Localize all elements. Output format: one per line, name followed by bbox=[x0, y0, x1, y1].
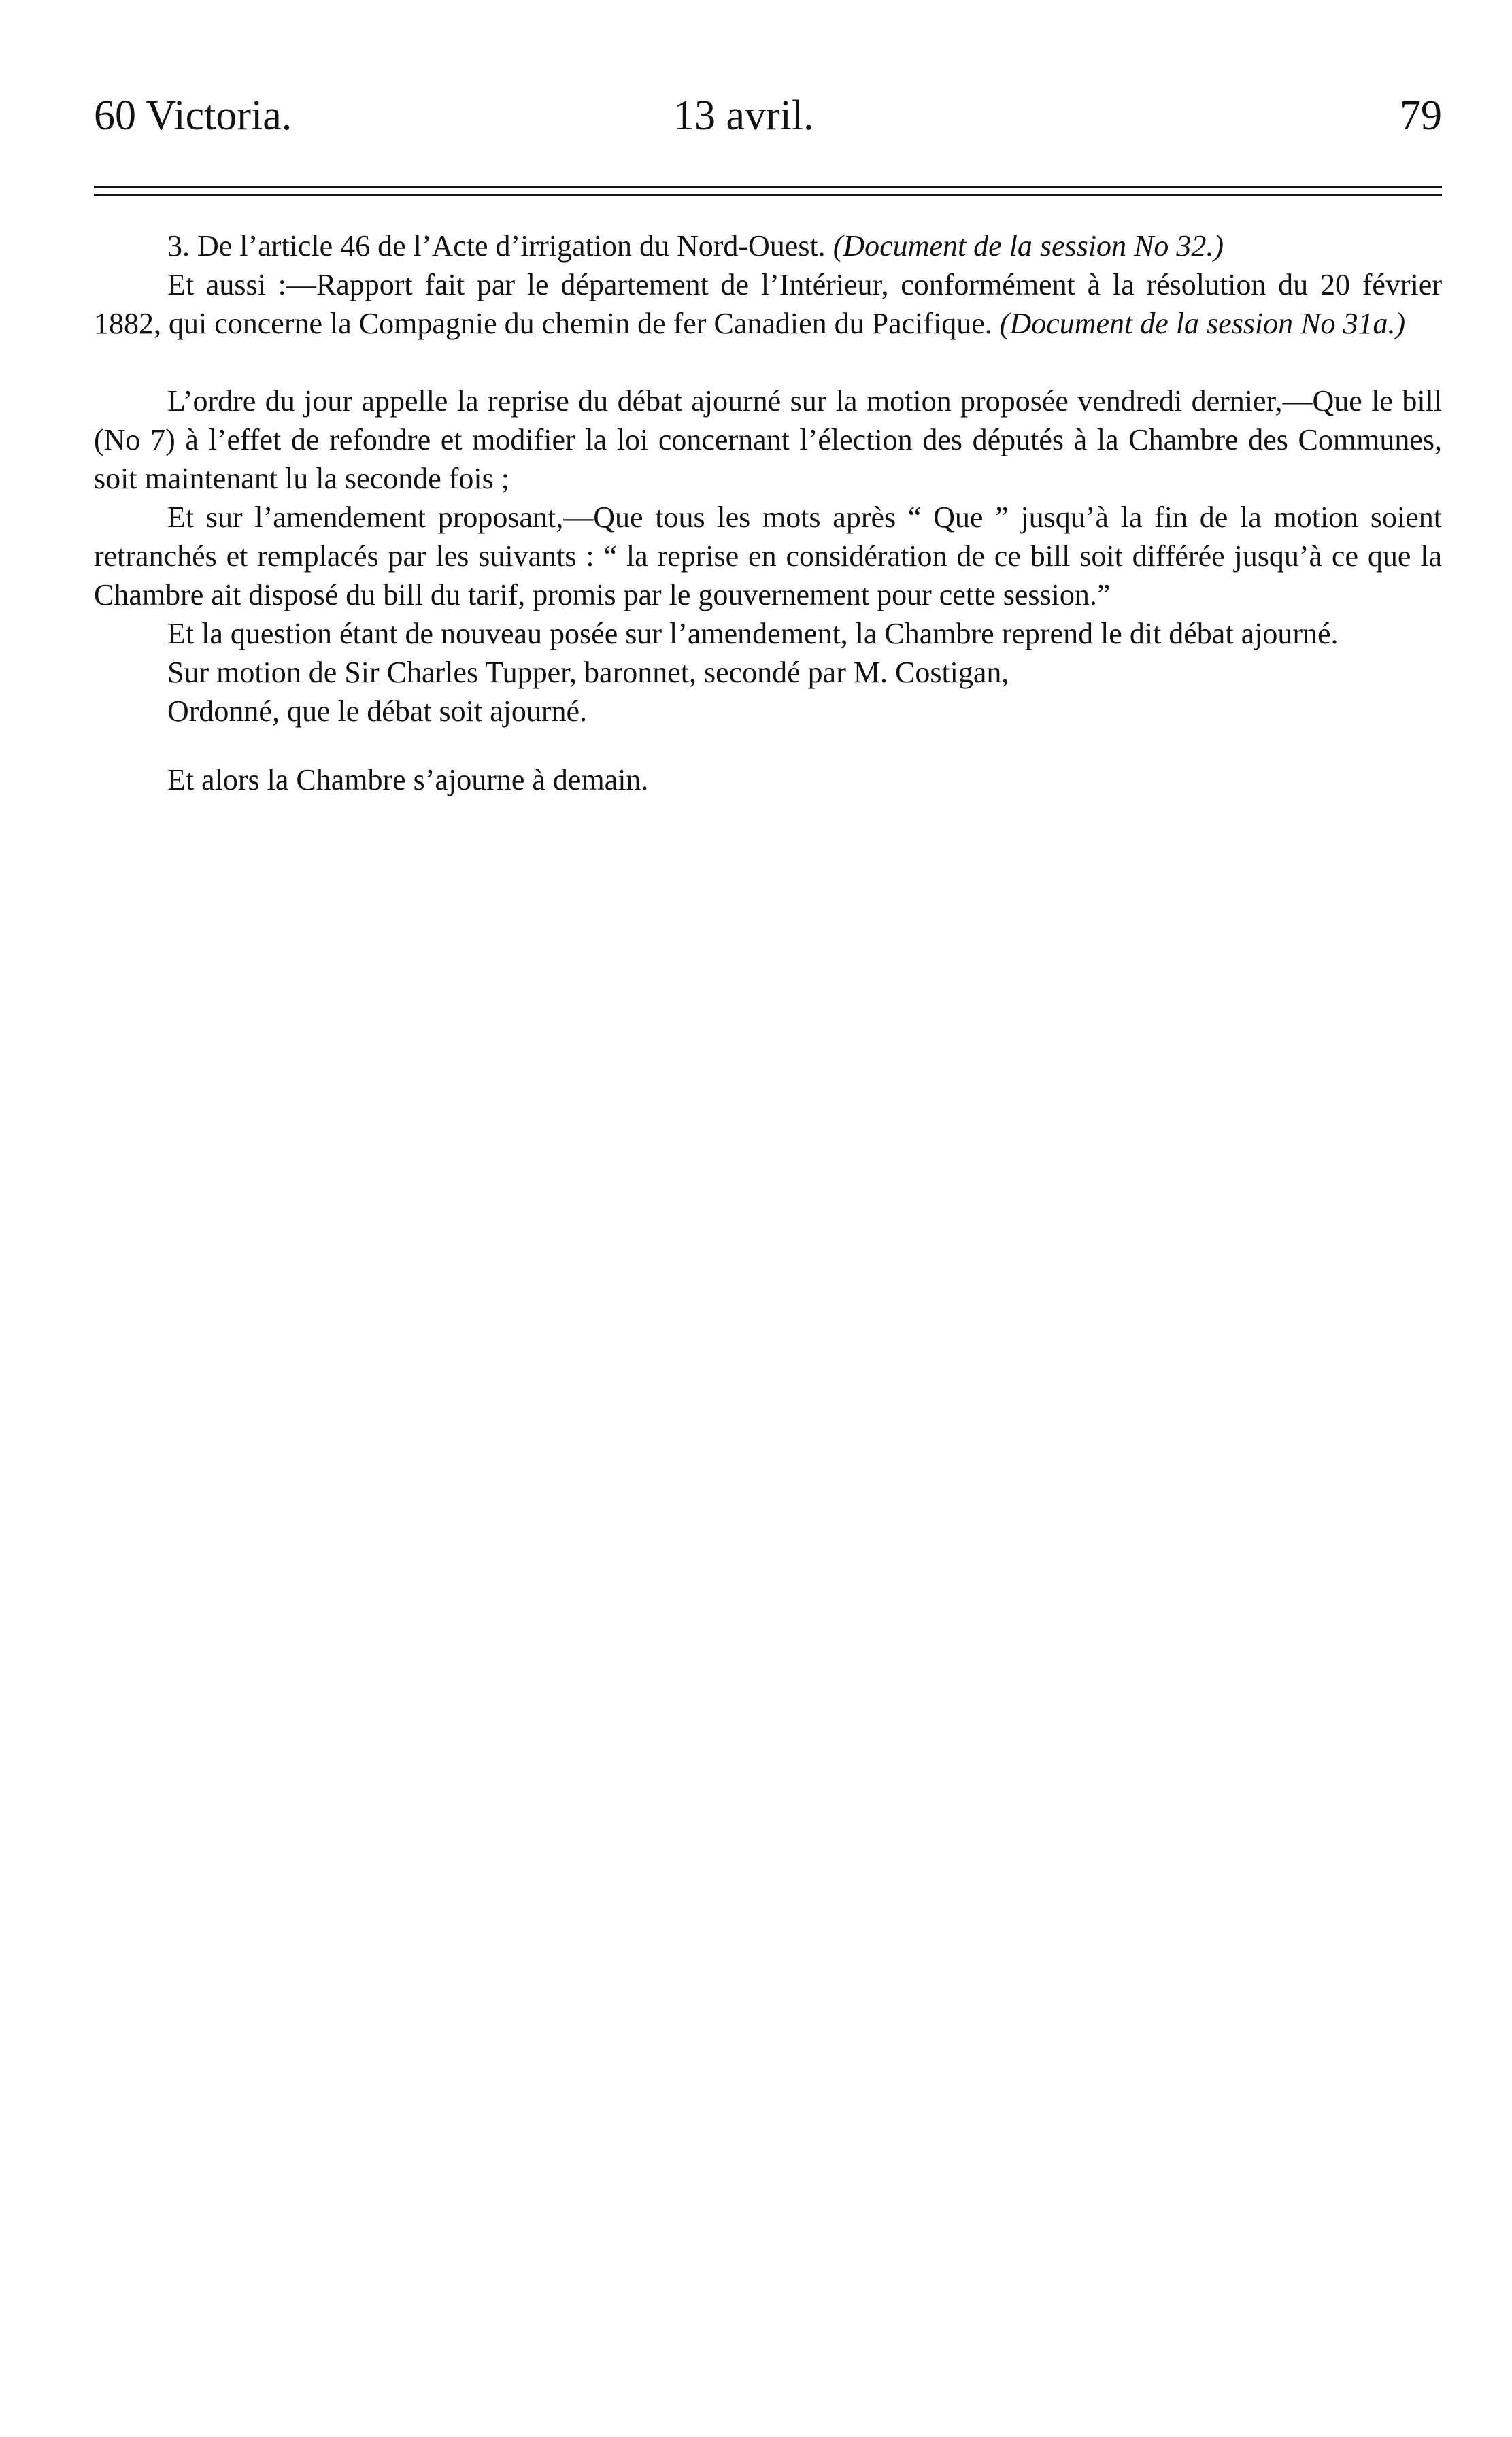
document-reference: (Document de la session No 31a.) bbox=[999, 307, 1406, 340]
document-body bbox=[94, 226, 1442, 799]
header-date: 13 avril. bbox=[673, 93, 814, 139]
page-number: 79 bbox=[1400, 93, 1442, 139]
header-rule-thin bbox=[94, 194, 1442, 196]
paragraph-item-3: 3. De l’article 46 de l’Acte d’irrigation du Nord-Ouest. (Document de la session No 32.) bbox=[167, 229, 1224, 263]
header-regnal-year: 60 Victoria. bbox=[94, 93, 292, 139]
paragraph-amendment: Et sur l’amendement proposant,—Que tous les mots après “ Que ” jusqu’à la fin de la motion soient retranchés et remplacés par les suivants : “ la reprise en considération de ce bill soit différée jusqu’à ce que la Chambre ait disposé du bill du tarif, promis par le gouvernement pour cette session.” bbox=[94, 501, 1442, 611]
paragraph-order-of-day: L’ordre du jour appelle la reprise du débat ajourné sur la motion proposée vendredi dernier,—Que le bill (No 7) à l’effet de refondre et modifier la loi concernant l’élection des députés à la Chambre des Communes, soit maintenant lu la seconde fois ; bbox=[94, 384, 1442, 495]
paragraph-question: Et la question étant de nouveau posée sur l’amendement, la Chambre reprend le dit débat ajourné. bbox=[167, 617, 1339, 650]
paragraph-motion: Sur motion de Sir Charles Tupper, baronnet, secondé par M. Costigan, bbox=[167, 656, 1009, 689]
header-rule-thick bbox=[94, 186, 1442, 188]
paragraph-ordered: Ordonné, que le débat soit ajourné. bbox=[167, 694, 588, 728]
running-header bbox=[94, 88, 1442, 143]
document-reference: (Document de la session No 32.) bbox=[833, 229, 1224, 263]
paragraph-report: Et aussi :—Rapport fait par le département de l’Intérieur, conformément à la résolution du 20 février 1882, qui concerne la Compagnie du chemin de fer Canadien du Pacifique. (Document de la session No 31a.) bbox=[94, 268, 1442, 340]
paragraph-adjourn: Et alors la Chambre s’ajourne à demain. bbox=[167, 763, 649, 796]
